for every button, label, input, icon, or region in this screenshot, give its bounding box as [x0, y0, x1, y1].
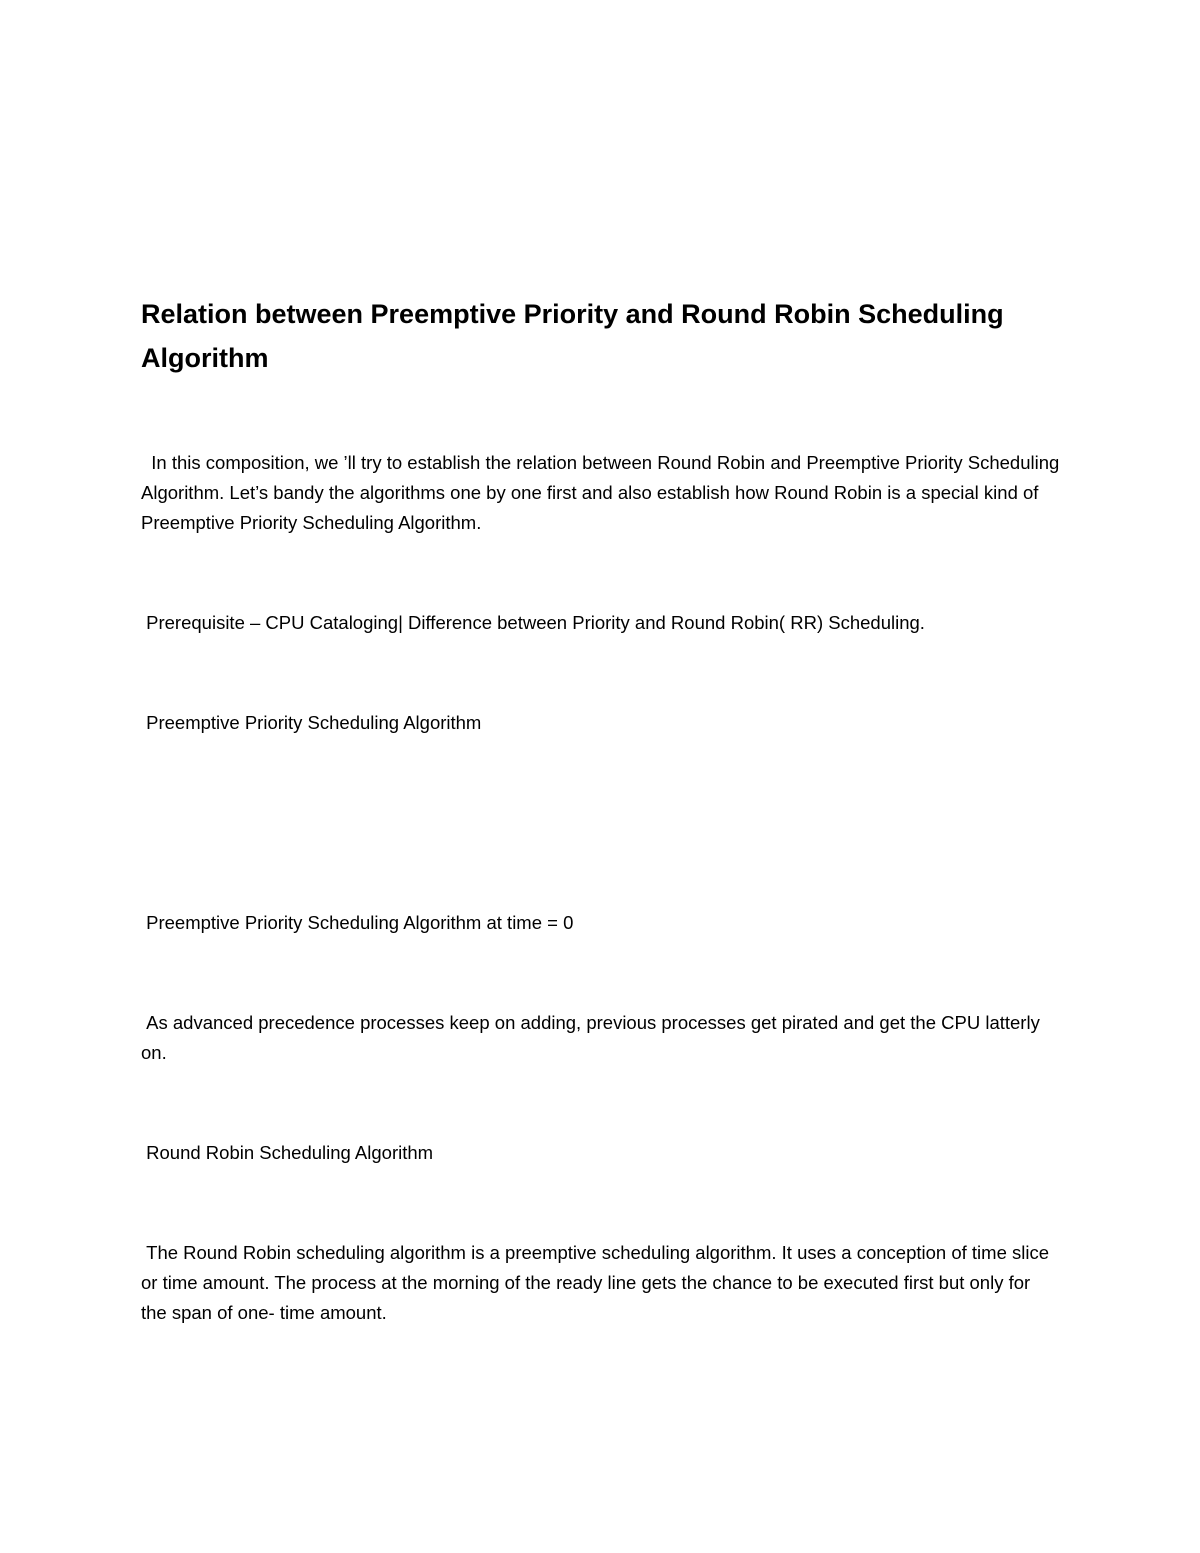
prerequisite-paragraph: Prerequisite – CPU Cataloging| Difference between Priority and Round Robin( RR) Scheduling.	[141, 612, 925, 633]
document-title: Relation between Preemptive Priority and Round Robin Scheduling Algorithm	[141, 299, 1004, 373]
round-robin-heading: Round Robin Scheduling Algorithm	[141, 1142, 434, 1163]
preemptive-priority-time-caption: Preemptive Priority Scheduling Algorithm at time = 0	[141, 912, 574, 933]
advanced-processes-paragraph: As advanced precedence processes keep on adding, previous processes get pirated and get the CPU latterly on.	[141, 1012, 1045, 1063]
intro-paragraph: In this composition, we ’ll try to establish the relation between Round Robin and Preemptive Priority Scheduling Algorithm. Let’s bandy the algorithms one by one first and also establish how Round Robin is a special kind of Preemptive Priority Scheduling Algorithm.	[141, 452, 1064, 533]
preemptive-priority-heading: Preemptive Priority Scheduling Algorithm	[141, 712, 482, 733]
round-robin-description: The Round Robin scheduling algorithm is a preemptive scheduling algorithm. It uses a conception of time slice or time amount. The process at the morning of the ready line gets the chance to be executed first but only for the span of one- time amount.	[141, 1242, 1055, 1323]
